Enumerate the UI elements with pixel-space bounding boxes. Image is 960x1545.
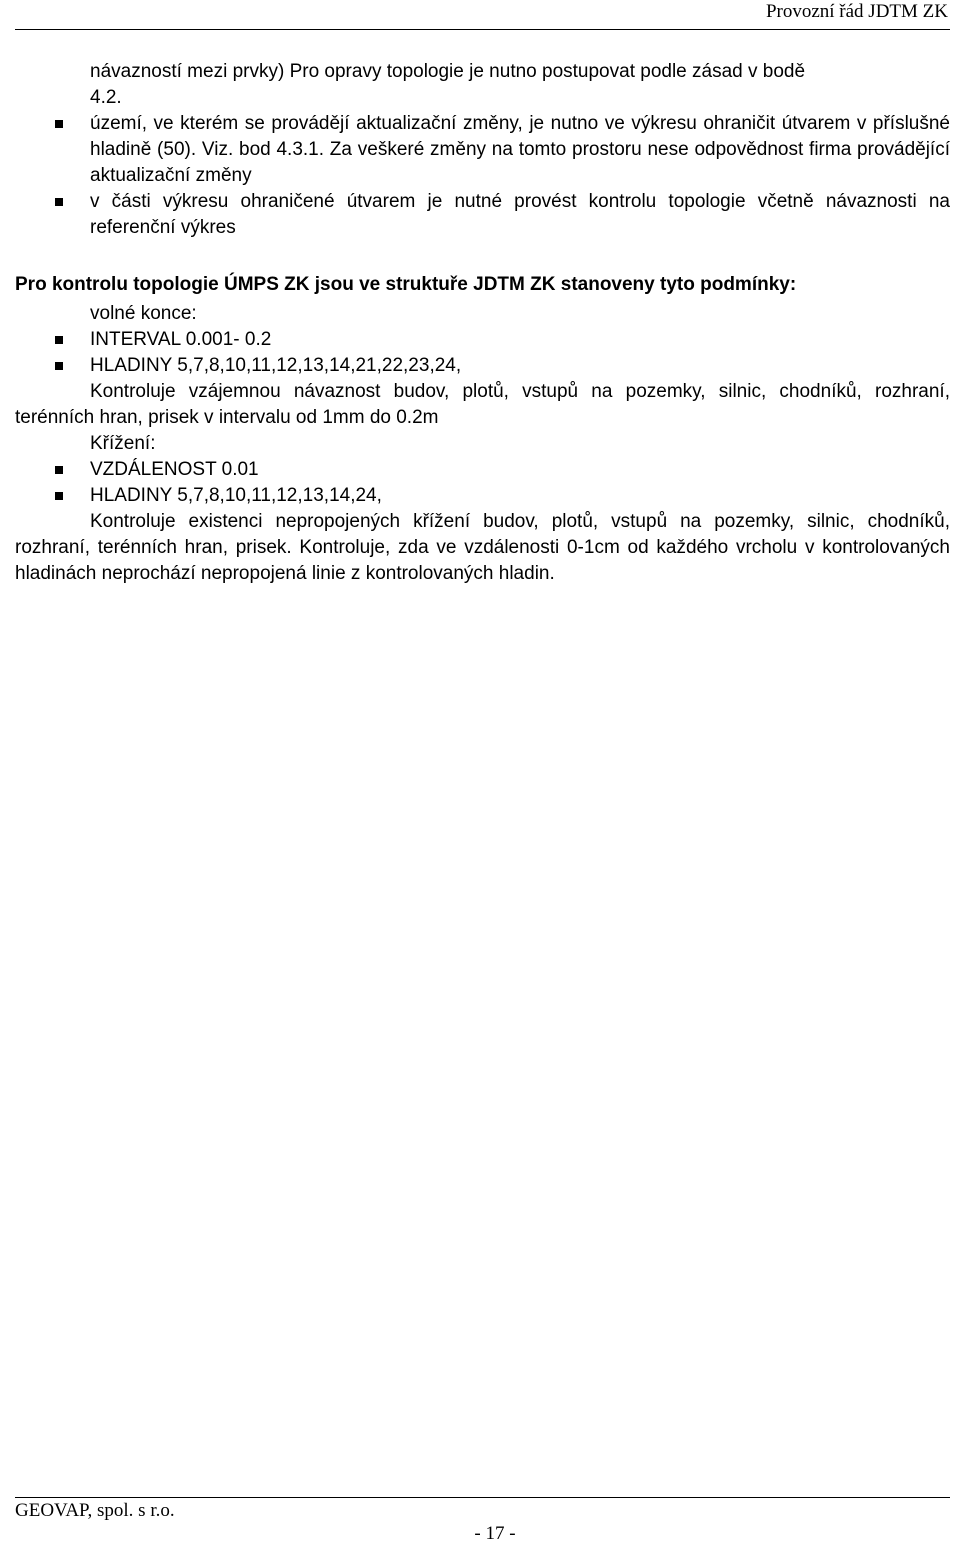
footer-divider [15, 1497, 950, 1498]
document-title: Provozní řád JDTM ZK [765, 1, 948, 22]
list-item [15, 483, 950, 509]
crossing-description: Kontroluje existenci nepropojených křížení budov, plotů, vstupů na pozemky, silnic, chodníků, rozhraní, terénních hran, prisek. Kontroluje, zda ve vzdálenosti 0-1cm od každého vrcholu v kontrolovaných hladinách neprochází nepropojená linie z kontrolovaných hladin. [15, 511, 950, 584]
square-bullet-icon [55, 120, 63, 128]
list-item [15, 189, 950, 241]
list-item-text: v části výkresu ohraničené útvarem je nutné provést kontrolu topologie včetně návaznosti na referenční výkres [90, 191, 950, 238]
intro-line-2: 4.2. [90, 87, 122, 108]
list-item [15, 353, 950, 379]
list-item [15, 457, 950, 483]
list-item [15, 111, 950, 189]
section-heading: Pro kontrolu topologie ÚMPS ZK jsou ve struktuře JDTM ZK stanoveny tyto podmínky: [15, 274, 797, 295]
list-item-text: HLADINY 5,7,8,10,11,12,13,14,24, [90, 485, 382, 506]
list-item-text: území, ve kterém se provádějí aktualizační změny, je nutno ve výkresu ohraničit útvarem v příslušné hladině (50). Viz. bod 4.3.1. Za veškeré změny na tomto prostoru nese odpovědnost firma provádějící aktualizační změny [90, 113, 950, 186]
free-ends-label: volné konce: [90, 303, 197, 324]
list-item-text: HLADINY 5,7,8,10,11,12,13,14,21,22,23,24, [90, 355, 462, 376]
page-number: - 17 - [474, 1523, 516, 1544]
intro-line-1: návazností mezi prvky) Pro opravy topologie je nutno postupovat podle zásad v bodě [90, 61, 806, 82]
footer-company: GEOVAP, spol. s r.o. [15, 1500, 175, 1521]
square-bullet-icon [55, 362, 63, 370]
list-item-text: INTERVAL 0.001- 0.2 [90, 329, 272, 350]
page-header [15, 0, 950, 30]
free-ends-description: Kontroluje vzájemnou návaznost budov, plotů, vstupů na pozemky, silnic, chodníků, rozhraní, terénních hran, prisek v intervalu od 1mm do 0.2m [15, 381, 950, 428]
crossing-label: Křížení: [90, 433, 156, 454]
page-content [15, 59, 950, 587]
square-bullet-icon [55, 198, 63, 206]
list-item [15, 327, 950, 353]
square-bullet-icon [55, 336, 63, 344]
square-bullet-icon [55, 466, 63, 474]
square-bullet-icon [55, 492, 63, 500]
list-item-text: VZDÁLENOST 0.01 [90, 459, 259, 480]
